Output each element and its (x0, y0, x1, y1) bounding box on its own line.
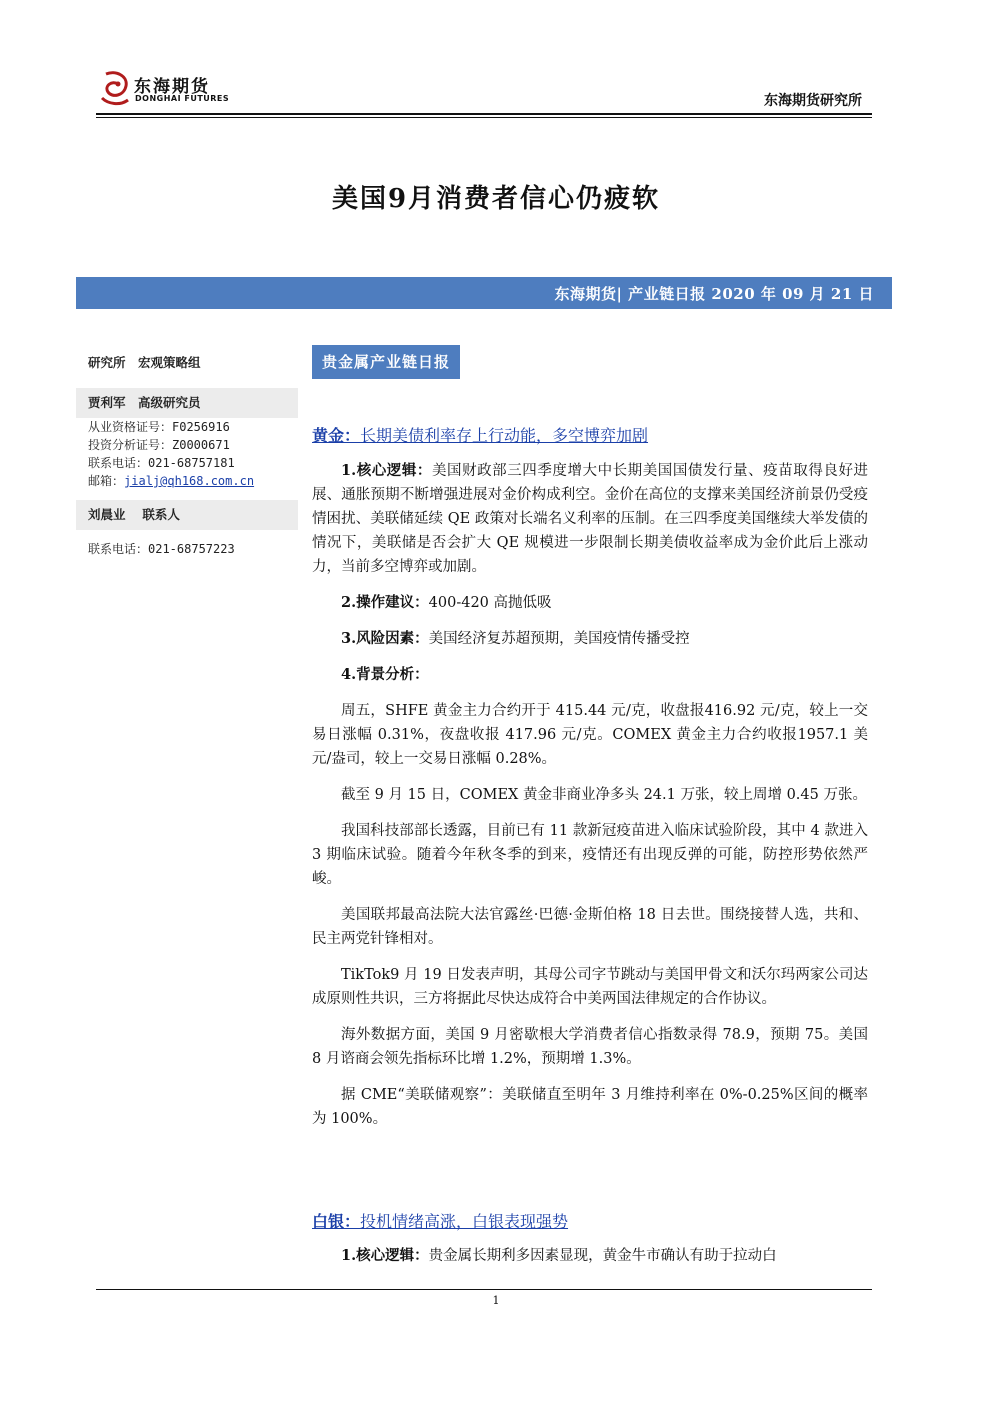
core-logic-paragraph (312, 459, 868, 579)
core-logic-text: 美国财政部三四季度增大中长期美国国债发行量、疫苗取得良好进展、通胀预期不断增强进展对金价构成利空。金价在高位的支撑来美国经济前景仍受疫情困扰、美联储延续 QE 政策对长端名义利率的压制。在三四季度美国继续大举发债的情况下，美联储是否会扩大 QE 规模进一步限制长期美债收益率成为金价此后上涨动力，当前多空博弈或加剧。 (312, 463, 868, 575)
report-banner (76, 277, 892, 309)
operation-advice-paragraph (312, 591, 868, 615)
analyst-name: 贾利军 高级研究员 (76, 388, 298, 418)
background-paragraph: 周五，SHFE 黄金主力合约开于 415.44 元/克，收盘报416.92 元/克，较上一交易日涨幅 0.31%，夜盘收报 417.96 元/克。COMEX 黄金主力合约收报1957.1 美元/盎司，较上一交易日涨幅 0.28%。 (312, 703, 868, 767)
operation-advice-label: 2.操作建议： (341, 594, 429, 611)
risk-factors-text: 美国经济复苏超预期，美国疫情传播受控 (428, 631, 690, 647)
background-paragraph: 我国科技部部长透露，目前已有 11 款新冠疫苗进入临床试验阶段，其中 4 款进入 3 期临床试验。随着今年秋冬季的到来，疫情还有出现反弹的可能，防控形势依然严峻。 (312, 823, 868, 887)
background-paragraph: 海外数据方面，美国 9 月密歇根大学消费者信心指数录得 78.9，预期 75。美国 8 月谘商会领先指标环比增 1.2%，预期增 1.3%。 (312, 1027, 868, 1067)
company-logo (98, 68, 238, 108)
page-number: 1 (492, 1294, 500, 1307)
email-label: 邮箱： (88, 474, 125, 488)
background-label: 4.背景分析： (341, 666, 429, 683)
silver-heading[interactable] (312, 1209, 568, 1232)
gold-headline: 长期美债利率存上行动能，多空博弈加剧 (360, 426, 649, 445)
operation-advice-text: 400-420 高抛低吸 (428, 595, 552, 611)
silver-core-logic-label: 1.核心逻辑： (341, 1247, 429, 1264)
silver-core-logic-paragraph (312, 1244, 868, 1268)
analyst-phone: 联系电话：021-68757181 (88, 456, 235, 470)
risk-factors-paragraph (312, 627, 868, 651)
research-group: 研究所 宏观策略组 (88, 355, 201, 370)
logo-chinese-name: 东海期货 (134, 77, 210, 97)
silver-headline: 投机情绪高涨，白银表现强势 (360, 1212, 569, 1231)
analyst-email-row (76, 472, 298, 490)
email-link[interactable]: jialj@qh168.com.cn (124, 474, 255, 488)
contact-phone: 联系电话：021-68757223 (88, 542, 235, 556)
gold-heading[interactable] (312, 423, 648, 446)
silver-topic: 白银： (312, 1212, 361, 1231)
banner-text: 东海期货| 产业链日报 2020 年 09 月 21 日 (554, 285, 874, 303)
institute-name: 东海期货研究所 (764, 93, 862, 109)
section-tag: 贵金属产业链日报 (312, 345, 460, 379)
risk-factors-label: 3.风险因素： (341, 630, 429, 647)
background-paragraph: TikTok9 月 19 日发表声明，其母公司字节跳动与美国甲骨文和沃尔玛两家公司达成原则性共识，三方将据此尽快达成符合中美两国法律规定的合作协议。 (312, 967, 868, 1007)
report-title: 美国9月消费者信心仍疲软 (331, 184, 661, 214)
qualification-number: 从业资格证号：F0256916 (88, 420, 230, 434)
dragon-logo-icon (98, 68, 132, 108)
investment-license-number: 投资分析证号：Z0000671 (88, 438, 230, 452)
logo-english-name: DONGHAI FUTURES (135, 94, 230, 103)
header-rule (96, 113, 872, 115)
contact-name: 刘晨业 联系人 (76, 500, 298, 530)
gold-topic: 黄金： (312, 426, 361, 445)
silver-core-logic-text: 贵金属长期利多因素显现，黄金牛市确认有助于拉动白 (428, 1248, 777, 1264)
core-logic-label: 1.核心逻辑： (341, 462, 432, 479)
header-rule-thin (96, 117, 872, 118)
gold-body (312, 459, 868, 1143)
background-paragraph: 美国联邦最高法院大法官露丝·巴德·金斯伯格 18 日去世。围绕接替人选，共和、民主两党针锋相对。 (312, 907, 868, 947)
background-paragraph: 截至 9 月 15 日，COMEX 黄金非商业净多头 24.1 万张，较上周增 0.45 万张。 (341, 787, 867, 803)
footer-rule (96, 1289, 872, 1290)
author-sidebar (76, 348, 298, 558)
silver-body (312, 1244, 868, 1274)
background-paragraph: 据 CME“美联储观察”：美联储直至明年 3 月维持利率在 0%-0.25%区间的概率为 100%。 (312, 1087, 868, 1127)
background-label-paragraph (312, 663, 868, 687)
